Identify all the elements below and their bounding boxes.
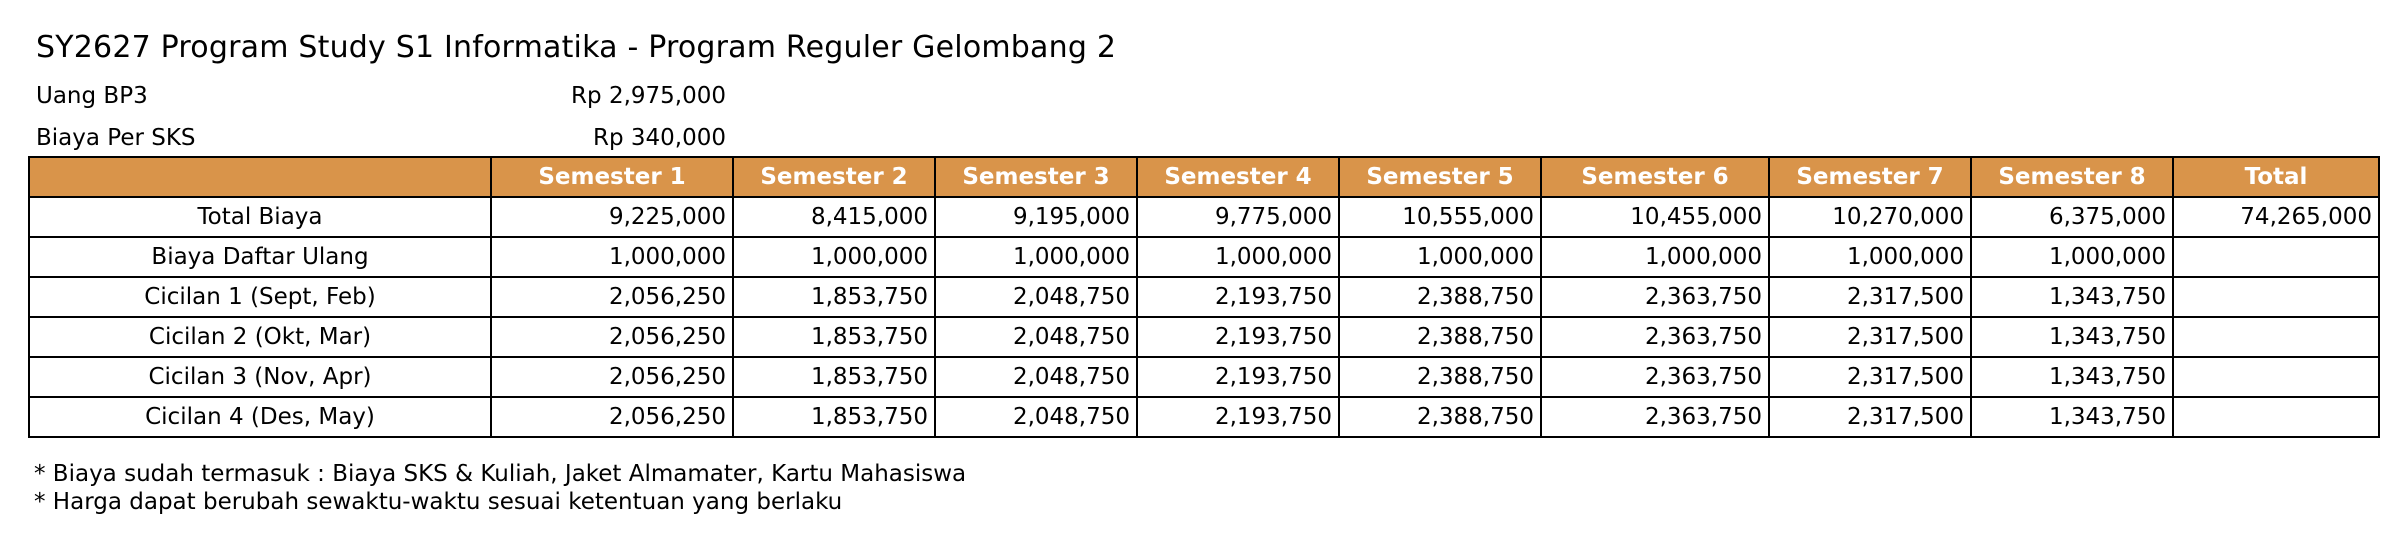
- table-cell: 74,265,000: [2173, 197, 2379, 237]
- table-cell: 2,048,750: [935, 397, 1137, 437]
- info-value: Rp 2,975,000: [571, 83, 726, 109]
- table-cell: 1,000,000: [1339, 237, 1541, 277]
- table-cell: 1,000,000: [1971, 237, 2173, 277]
- table-cell: [2173, 277, 2379, 317]
- header-cell-semester-8: Semester 8: [1971, 157, 2173, 197]
- note-line: * Harga dapat berubah sewaktu-waktu sesuai ketentuan yang berlaku: [34, 489, 843, 515]
- table-cell: 10,455,000: [1541, 197, 1769, 237]
- table-cell: 2,056,250: [491, 277, 733, 317]
- table-cell: 2,317,500: [1769, 277, 1971, 317]
- table-row: [29, 197, 2379, 237]
- table-cell: 1,343,750: [1971, 277, 2173, 317]
- header-cell-semester-6: Semester 6: [1541, 157, 1769, 197]
- table-cell: 9,775,000: [1137, 197, 1339, 237]
- table-cell: 9,225,000: [491, 197, 733, 237]
- table-cell: 2,056,250: [491, 317, 733, 357]
- info-value: Rp 340,000: [592, 125, 726, 151]
- table-cell: 2,363,750: [1541, 397, 1769, 437]
- table-cell: 1,000,000: [491, 237, 733, 277]
- table-cell: 2,388,750: [1339, 277, 1541, 317]
- table-cell: 1,853,750: [733, 397, 935, 437]
- table-cell: 2,388,750: [1339, 357, 1541, 397]
- table-cell: 1,000,000: [1137, 237, 1339, 277]
- table-cell: 1,000,000: [1541, 237, 1769, 277]
- table-cell: 2,317,500: [1769, 357, 1971, 397]
- table-cell: 2,363,750: [1541, 277, 1769, 317]
- table-cell: [2173, 357, 2379, 397]
- table-cell: 10,270,000: [1769, 197, 1971, 237]
- table-cell: 1,853,750: [733, 317, 935, 357]
- page-title: SY2627 Program Study S1 Informatika - Program Reguler Gelombang 2: [36, 30, 1117, 65]
- table-cell: 1,853,750: [733, 277, 935, 317]
- table-cell: 9,195,000: [935, 197, 1137, 237]
- table-cell: 1,343,750: [1971, 317, 2173, 357]
- table-cell: 2,193,750: [1137, 357, 1339, 397]
- notes: [34, 460, 966, 516]
- row-label: Cicilan 4 (Des, May): [29, 397, 491, 437]
- table-cell: [2173, 317, 2379, 357]
- table-cell: 10,555,000: [1339, 197, 1541, 237]
- header-cell-semester-3: Semester 3: [935, 157, 1137, 197]
- table-cell: 2,193,750: [1137, 277, 1339, 317]
- row-label: Biaya Daftar Ulang: [29, 237, 491, 277]
- table-cell: 2,048,750: [935, 357, 1137, 397]
- row-label: Total Biaya: [29, 197, 491, 237]
- table-cell: 1,000,000: [935, 237, 1137, 277]
- table-cell: [2173, 397, 2379, 437]
- header-cell-semester-7: Semester 7: [1769, 157, 1971, 197]
- table-cell: 2,048,750: [935, 317, 1137, 357]
- row-label: Cicilan 1 (Sept, Feb): [29, 277, 491, 317]
- table-cell: 6,375,000: [1971, 197, 2173, 237]
- table-row: [29, 317, 2379, 357]
- table-cell: [2173, 237, 2379, 277]
- table-cell: 2,056,250: [491, 357, 733, 397]
- table-cell: 8,415,000: [733, 197, 935, 237]
- table-cell: 2,056,250: [491, 397, 733, 437]
- table-cell: 2,363,750: [1541, 317, 1769, 357]
- table-cell: 2,317,500: [1769, 317, 1971, 357]
- table-cell: 2,317,500: [1769, 397, 1971, 437]
- table-cell: 2,193,750: [1137, 397, 1339, 437]
- row-label: Cicilan 3 (Nov, Apr): [29, 357, 491, 397]
- info-label: Uang BP3: [36, 83, 148, 109]
- table-cell: 1,853,750: [733, 357, 935, 397]
- table-row: [29, 237, 2379, 277]
- header-cell-total: Total: [2173, 157, 2379, 197]
- table-row: [29, 397, 2379, 437]
- table-cell: 2,363,750: [1541, 357, 1769, 397]
- header-cell-semester-4: Semester 4: [1137, 157, 1339, 197]
- header-cell-semester-2: Semester 2: [733, 157, 935, 197]
- table-cell: 1,343,750: [1971, 397, 2173, 437]
- table-cell: 2,193,750: [1137, 317, 1339, 357]
- table-row: [29, 277, 2379, 317]
- row-label: Cicilan 2 (Okt, Mar): [29, 317, 491, 357]
- table-header-row: [29, 157, 2379, 197]
- header-cell-semester-5: Semester 5: [1339, 157, 1541, 197]
- note-line: * Biaya sudah termasuk : Biaya SKS & Kuliah, Jaket Almamater, Kartu Mahasiswa: [34, 461, 967, 487]
- table-cell: 2,388,750: [1339, 397, 1541, 437]
- table-row: [29, 357, 2379, 397]
- info-row-sks: [36, 118, 726, 158]
- header-cell-semester-1: Semester 1: [491, 157, 733, 197]
- table-cell: 1,000,000: [1769, 237, 1971, 277]
- table-cell: 2,048,750: [935, 277, 1137, 317]
- fee-table: [28, 156, 2380, 438]
- table-cell: 1,000,000: [733, 237, 935, 277]
- info-row-bp3: [36, 76, 726, 116]
- header-cell-empty: [29, 157, 491, 197]
- info-label: Biaya Per SKS: [36, 125, 196, 151]
- table-cell: 2,388,750: [1339, 317, 1541, 357]
- table-cell: 1,343,750: [1971, 357, 2173, 397]
